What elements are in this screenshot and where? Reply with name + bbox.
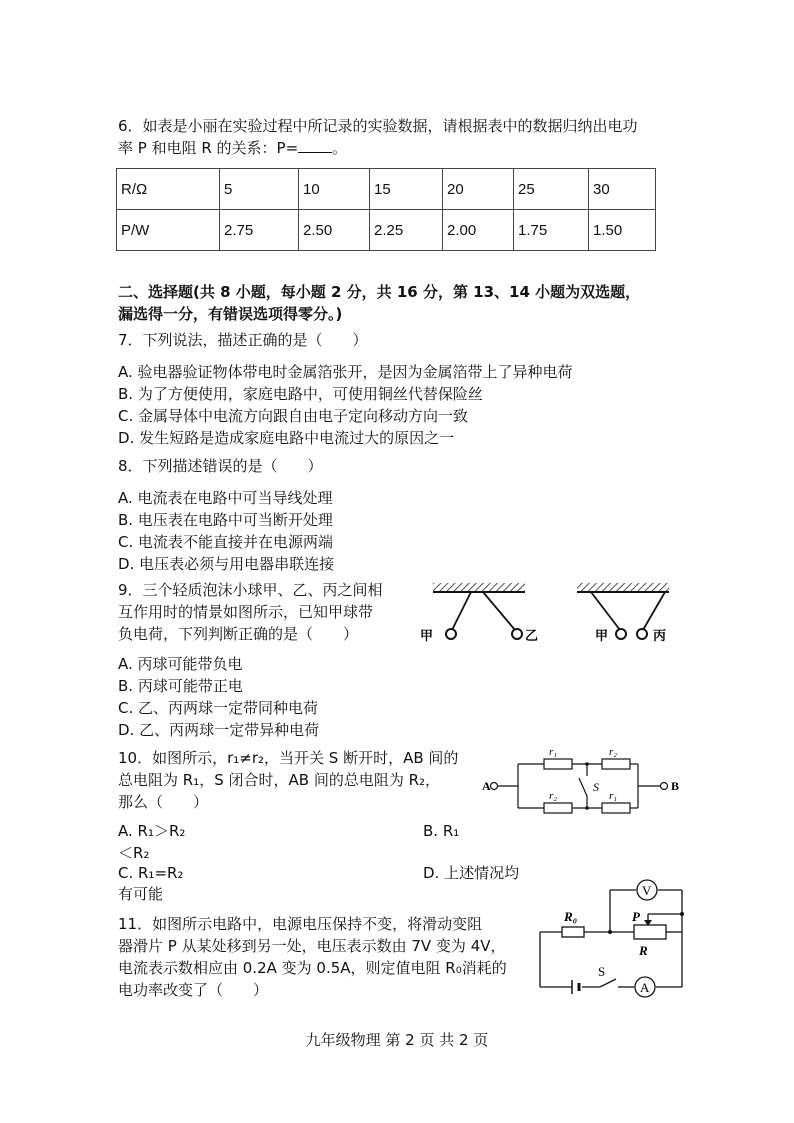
table-cell: 5 <box>220 169 299 210</box>
terminal-a <box>491 783 498 790</box>
switch-s <box>600 979 616 987</box>
q7-option-b: B. 为了方便使用，家庭电路中，可使用铜丝代替保险丝 <box>118 385 483 403</box>
charged-balls-figure <box>415 580 690 650</box>
ball-yi <box>512 629 522 639</box>
label-a: A <box>482 779 491 793</box>
q6-line-1: 6．如表是小丽在实验过程中所记录的实验数据，请根据表中的数据归纳出电功 <box>118 117 638 135</box>
resistor-r2-top <box>602 759 630 769</box>
label-v: V <box>642 883 652 898</box>
label-bing: 丙 <box>653 628 667 643</box>
resistor-r0 <box>562 927 584 937</box>
rheostat-r <box>634 925 666 939</box>
table-cell: 2.00 <box>443 210 514 251</box>
q7-stem: 7．下列说法，描述正确的是（ ） <box>118 331 368 349</box>
q9-option-c: C. 乙、丙两球一定带同种电荷 <box>118 699 319 717</box>
label-r: R <box>639 943 648 958</box>
q11-stem-3: 电流表示数相应由 0.2A 变为 0.5A，则定值电阻 R₀消耗的 <box>118 959 507 977</box>
q7-option-c: C. 金属导体中电流方向跟自由电子定向移动方向一致 <box>118 407 469 425</box>
label-b: B <box>671 779 680 793</box>
q8-option-b: B. 电压表在电路中可当断开处理 <box>118 511 333 529</box>
q10-option-c: C. R₁=R₂ <box>118 864 184 882</box>
q10-stem-2: 总电阻为 R₁，S 闭合时，AB 间的总电阻为 R₂， <box>118 771 441 789</box>
q11-stem-4: 电功率改变了（ ） <box>118 981 269 999</box>
q10-stem-1: 10．如图所示，r₁≠r₂，当开关 S 断开时，AB 间的 <box>118 749 459 767</box>
table-row-header: P/W <box>117 210 220 251</box>
q11-stem-1: 11．如图所示电路中，电源电压保持不变，将滑动变阻 <box>118 915 483 933</box>
table-row <box>117 169 656 210</box>
q10-option-d-part2: 有可能 <box>118 885 164 903</box>
label-r1-top: r₁ <box>549 746 558 758</box>
q9-stem-3: 负电荷，下列判断正确的是（ ） <box>118 625 359 643</box>
table-cell: 25 <box>514 169 589 210</box>
q11-stem-2: 器滑片 P 从某处移到另一处，电压表示数由 7V 变为 4V， <box>118 937 506 955</box>
label-a: A <box>640 980 650 995</box>
q6-line-2 <box>118 138 347 158</box>
table-row <box>117 210 656 251</box>
table-cell: 2.25 <box>370 210 443 251</box>
q9-stem-2: 互作用时的情景如图所示，已知甲球带 <box>118 603 374 621</box>
q9-option-d: D. 乙、丙两球一定带异种电荷 <box>118 721 320 739</box>
q9-stem-1: 9．三个轻质泡沫小球甲、乙、丙之间相 <box>118 581 383 599</box>
sliding-rheostat-circuit-figure <box>530 876 690 1000</box>
table-cell: 1.50 <box>589 210 656 251</box>
resistor-r1-bottom <box>602 803 630 813</box>
q7-option-a: A. 验电器验证物体带电时金属箔张开，是因为金属箔带上了异种电荷 <box>118 363 573 381</box>
q8-stem: 8．下列描述错误的是（ ） <box>118 457 323 475</box>
q9-option-b: B. 丙球可能带正电 <box>118 677 243 695</box>
q6-line-2-prefix: 率 P 和电阻 R 的关系：P= <box>118 139 299 157</box>
ceiling-hatch-right <box>577 583 669 591</box>
q7-option-d: D. 发生短路是造成家庭电路中电流过大的原因之一 <box>118 429 455 447</box>
table-cell: 2.75 <box>220 210 299 251</box>
q10-stem-3: 那么（ ） <box>118 793 209 811</box>
label-s: S <box>593 780 599 794</box>
q10-option-a: A. R₁＞R₂ <box>118 822 186 840</box>
label-r0: R₀ <box>564 909 578 924</box>
answer-blank <box>298 138 332 153</box>
q8-option-a: A. 电流表在电路中可当导线处理 <box>118 489 333 507</box>
resistor-r2-bottom <box>544 803 572 813</box>
label-p: P <box>632 909 640 924</box>
table-cell: 30 <box>589 169 656 210</box>
data-table <box>116 168 656 251</box>
bridge-circuit-figure <box>478 742 686 822</box>
table-cell: 20 <box>443 169 514 210</box>
q6-line-2-suffix: 。 <box>332 139 348 157</box>
label-r2-top: r₂ <box>609 746 618 758</box>
table-cell: 10 <box>299 169 370 210</box>
q10-option-b-part1: B. R₁ <box>423 822 460 840</box>
resistor-r1-top <box>544 759 572 769</box>
section-heading-line-1: 二、选择题(共 8 小题，每小题 2 分，共 16 分，第 13、14 小题为双选题， <box>118 283 641 301</box>
q9-option-a: A. 丙球可能带负电 <box>118 655 243 673</box>
table-row-header: R/Ω <box>117 169 220 210</box>
switch-s <box>579 778 587 796</box>
q10-option-d-part1: D. 上述情况均 <box>423 864 520 882</box>
table-cell: 2.50 <box>299 210 370 251</box>
label-jia-1: 甲 <box>420 628 434 643</box>
label-jia-2: 甲 <box>595 628 609 643</box>
q8-option-c: C. 电流表不能直接并在电源两端 <box>118 533 334 551</box>
page-footer: 九年级物理 第 2 页 共 2 页 <box>305 1031 489 1049</box>
label-r1-bottom: r₁ <box>609 790 618 802</box>
ball-bing <box>637 629 647 639</box>
section-heading-line-2: 漏选得一分，有错误选项得零分。) <box>118 305 343 323</box>
label-r2-bottom: r₂ <box>549 790 558 802</box>
q8-option-d: D. 电压表必须与用电器串联连接 <box>118 555 335 573</box>
table-cell: 15 <box>370 169 443 210</box>
label-yi: 乙 <box>525 628 539 643</box>
ball-jia-right <box>616 629 626 639</box>
ball-jia-left <box>446 629 456 639</box>
q10-option-b-part2: ＜R₂ <box>118 844 150 862</box>
label-s: S <box>598 964 606 979</box>
terminal-b <box>661 783 668 790</box>
table-cell: 1.75 <box>514 210 589 251</box>
ceiling-hatch-left <box>433 583 525 591</box>
